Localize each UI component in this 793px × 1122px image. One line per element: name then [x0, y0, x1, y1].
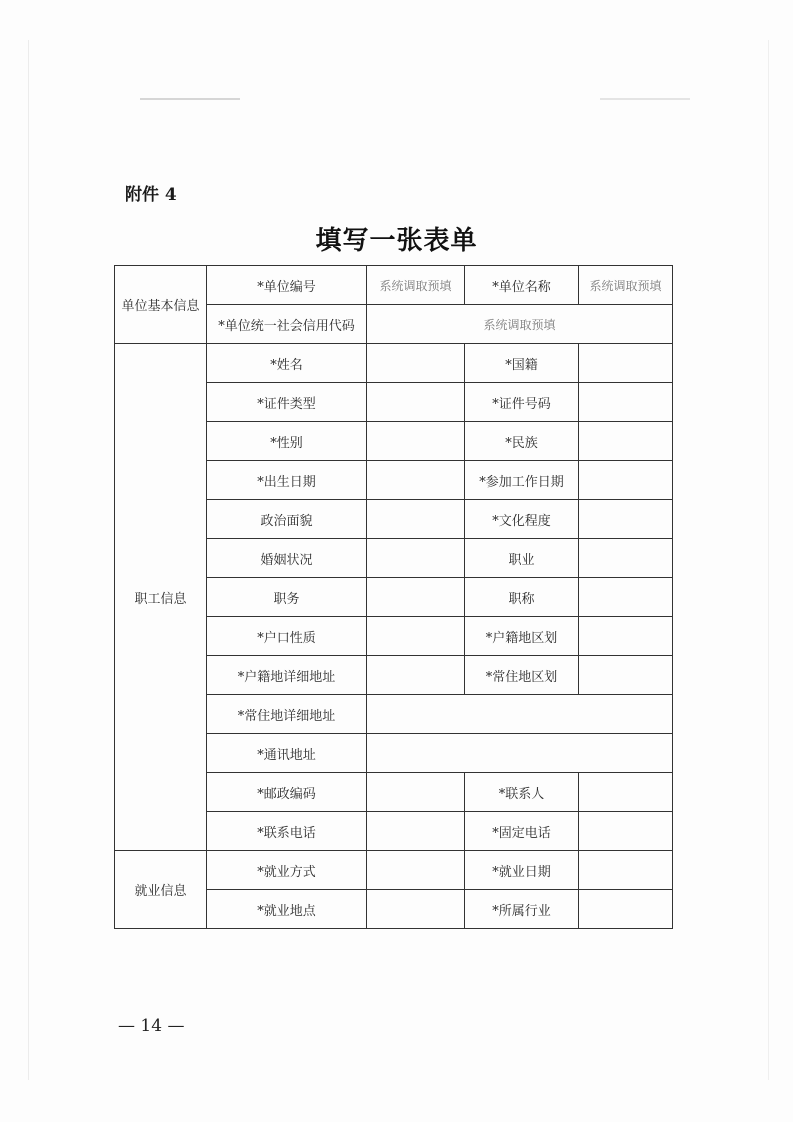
table-row [115, 266, 673, 305]
field-label-credit-code: *单位统一社会信用代码 [207, 305, 367, 344]
field-label: *国籍 [465, 344, 579, 383]
field-value-unit-no: 系统调取预填 [367, 266, 465, 305]
field-input[interactable] [579, 656, 673, 695]
field-label: 职称 [465, 578, 579, 617]
field-label: *性别 [207, 422, 367, 461]
field-label: 婚姻状况 [207, 539, 367, 578]
field-label: *就业日期 [465, 851, 579, 890]
field-input[interactable] [579, 344, 673, 383]
field-label: *出生日期 [207, 461, 367, 500]
field-label: *参加工作日期 [465, 461, 579, 500]
field-label: *户口性质 [207, 617, 367, 656]
field-input[interactable] [367, 422, 465, 461]
field-input[interactable] [367, 344, 465, 383]
field-input[interactable] [579, 851, 673, 890]
field-label: *民族 [465, 422, 579, 461]
field-label: *文化程度 [465, 500, 579, 539]
field-input[interactable] [367, 890, 465, 929]
field-input[interactable] [579, 812, 673, 851]
field-input[interactable] [367, 734, 673, 773]
field-label: *就业地点 [207, 890, 367, 929]
field-label: 职务 [207, 578, 367, 617]
field-input[interactable] [579, 383, 673, 422]
field-label: *所属行业 [465, 890, 579, 929]
section-unit-info: 单位基本信息 [115, 266, 207, 344]
attachment-label: 附件 4 [125, 185, 177, 205]
scan-edge-right [768, 40, 769, 1080]
field-input[interactable] [367, 578, 465, 617]
field-input[interactable] [367, 383, 465, 422]
field-input[interactable] [579, 773, 673, 812]
field-label-mailing-address: *通讯地址 [207, 734, 367, 773]
field-input[interactable] [367, 812, 465, 851]
field-input[interactable] [367, 461, 465, 500]
section-employee-info: 职工信息 [115, 344, 207, 851]
table-row [115, 851, 673, 890]
field-label: *户籍地区划 [465, 617, 579, 656]
field-input[interactable] [367, 539, 465, 578]
section-employment-info: 就业信息 [115, 851, 207, 929]
scan-edge-left [28, 40, 29, 1080]
field-input[interactable] [579, 578, 673, 617]
field-input[interactable] [367, 851, 465, 890]
field-label: *固定电话 [465, 812, 579, 851]
field-label-unit-no: *单位编号 [207, 266, 367, 305]
field-input[interactable] [579, 422, 673, 461]
field-label: *联系人 [465, 773, 579, 812]
field-label: *姓名 [207, 344, 367, 383]
field-input[interactable] [367, 617, 465, 656]
form-title: 填写一张表单 [315, 226, 478, 256]
field-input[interactable] [367, 773, 465, 812]
field-input[interactable] [367, 656, 465, 695]
field-input[interactable] [579, 890, 673, 929]
field-label: *证件号码 [465, 383, 579, 422]
field-label: *邮政编码 [207, 773, 367, 812]
field-label: 政治面貌 [207, 500, 367, 539]
field-input[interactable] [579, 461, 673, 500]
field-label: *就业方式 [207, 851, 367, 890]
table-row [115, 344, 673, 383]
field-input[interactable] [579, 500, 673, 539]
field-label: *户籍地详细地址 [207, 656, 367, 695]
field-label: *常住地区划 [465, 656, 579, 695]
page-number: — 14 — [118, 1016, 185, 1036]
field-label: 职业 [465, 539, 579, 578]
field-input[interactable] [367, 695, 673, 734]
field-input[interactable] [579, 539, 673, 578]
registration-form-table [114, 265, 673, 929]
field-value-unit-name: 系统调取预填 [579, 266, 673, 305]
field-label-residence-address: *常住地详细地址 [207, 695, 367, 734]
field-label-unit-name: *单位名称 [465, 266, 579, 305]
scan-artifact [140, 98, 240, 100]
field-label: *联系电话 [207, 812, 367, 851]
field-label: *证件类型 [207, 383, 367, 422]
field-input[interactable] [579, 617, 673, 656]
field-value-credit-code: 系统调取预填 [367, 305, 673, 344]
scan-artifact [600, 98, 690, 100]
field-input[interactable] [367, 500, 465, 539]
